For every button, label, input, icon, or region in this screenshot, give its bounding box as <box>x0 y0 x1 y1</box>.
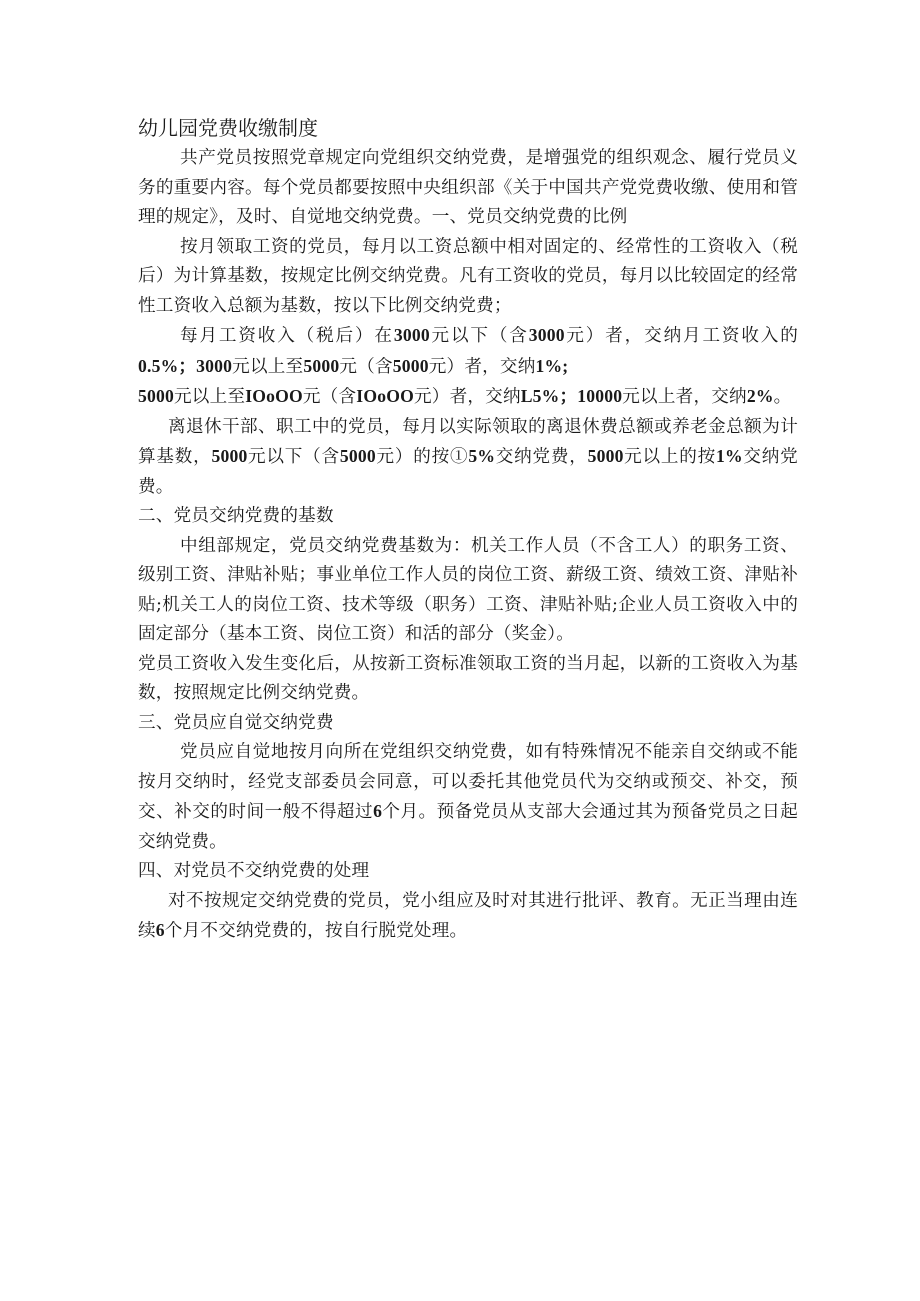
rate: 1% <box>716 446 743 466</box>
rate: 5% <box>468 446 496 466</box>
rate: 1%; <box>535 355 569 376</box>
section2-paragraph-1: 中组部规定，党员交纳党费基数为：机关工作人员（不含工人）的职务工资、级别工资、津贴补贴；事业单位工作人员的岗位工资、薪级工资、绩效工资、津贴补贴;机关工人的岗位工资、技术等级（职务）工资、津贴补贴;企业人员工资收入中的固定部分（基本工资、岗位工资）和活的部分（奖金）。 <box>138 535 798 644</box>
text-run: 元以上至 <box>232 356 304 377</box>
text-run: 元以上的按 <box>623 447 717 467</box>
section2-paragraph-2: 党员工资收入发生变化后，从按新工资标准领取工资的当月起，以新的工资收入为基数，按照规定比例交纳党费。 <box>138 653 798 703</box>
amount: 5000 <box>211 446 248 466</box>
section4-heading: 四、对党员不交纳党费的处理 <box>138 861 370 881</box>
section3-heading: 三、党员应自觉交纳党费 <box>138 712 334 733</box>
text-run: 元）者，交纳 <box>428 356 536 377</box>
section1-paragraph-2 <box>138 321 798 413</box>
rate: L5%；10000 <box>520 386 623 406</box>
amount: 3000 <box>393 325 430 345</box>
text-run: 离退休干部、职工中的党员，每月以实际领取的离退休费总额或养老金总额为计算基数， <box>138 416 798 467</box>
section4-paragraph-1 <box>138 887 798 947</box>
text-run: 元（含 <box>302 387 357 407</box>
text-run: 元）的按① <box>375 447 469 467</box>
text-run: 交纳党费。 <box>138 447 798 497</box>
rate: 2% <box>746 386 774 406</box>
amount: 5000 <box>138 386 174 406</box>
text-run: 元）者，交纳 <box>413 387 521 407</box>
text-run: 每月工资收入（税后）在 <box>180 326 394 346</box>
section2-heading: 二、党员交纳党费的基数 <box>138 506 334 526</box>
text-run: 元（含 <box>339 356 393 377</box>
text-run: 元以下（含 <box>429 326 529 346</box>
text-run: 元以上至 <box>174 387 246 407</box>
month-count: 6 <box>155 920 165 940</box>
text-run: 对不按规定交纳党费的党员，党小组应及时对其进行批评、教育。无正当理由连续 <box>138 890 798 941</box>
text-run: 元以上者，交纳 <box>622 387 747 407</box>
text-run: 党员应自觉地按月向所在党组织交纳党费，如有特殊情况不能亲自交纳或不能按月交纳时，经党支部委员会同意，可以委托其他党员代为交纳或预交、补交，预交、补交的时间一般不得超过 <box>138 742 798 822</box>
amount: 5000 <box>392 355 429 376</box>
text-run: 元）者，交纳月工资收入的 <box>564 326 799 346</box>
text-run: 个月不交纳党费的，按自行脱党处理。 <box>164 921 468 941</box>
amount: IOoOO <box>245 386 303 406</box>
amount: 5000 <box>303 355 340 376</box>
document-body <box>138 112 798 947</box>
rate: 0.5%；3000 <box>138 355 233 376</box>
text-run: 。 <box>773 387 792 407</box>
section3-paragraph-1 <box>138 738 798 857</box>
section1-paragraph-3 <box>138 413 798 503</box>
text-run: 元以下（含 <box>247 447 340 467</box>
document-title: 幼儿园党费收缴制度 <box>138 116 318 140</box>
amount: IOoOO <box>356 386 414 406</box>
text-run: 交纳党费， <box>495 447 588 467</box>
intro-paragraph: 共产党员按照党章规定向党组织交纳党费，是增强党的组织观念、履行党员义务的重要内容。每个党员都要按照中央组织部《关于中国共产党党费收缴、使用和管理的规定》，及时、自觉地交纳党费。一、党员交纳党费的比例 <box>138 148 798 227</box>
text-run: 个月。预备党员从支部大会通过其为预备党员之日起交纳党费。 <box>138 802 798 852</box>
amount: 3000 <box>528 325 565 345</box>
amount: 5000 <box>587 446 624 466</box>
month-count: 6 <box>373 801 383 821</box>
section1-paragraph-1: 按月领取工资的党员，每月以工资总额中相对固定的、经常性的工资收入（税后）为计算基数，按规定比例交纳党费。凡有工资收的党员，每月以比较固定的经常性工资收入总额为基数，按以下比例交纳党费； <box>138 236 798 316</box>
amount: 5000 <box>339 446 376 466</box>
